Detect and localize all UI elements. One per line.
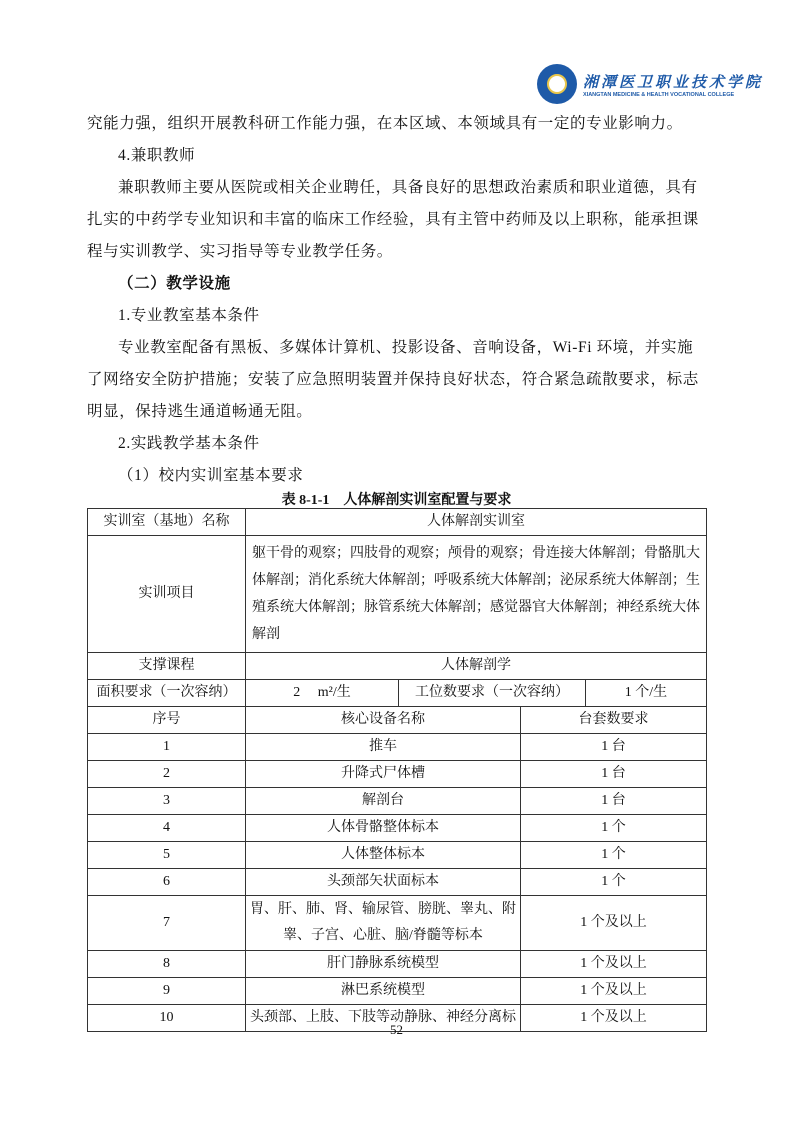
equipment-name: 解剖台 [246,788,521,815]
college-logo [537,64,763,104]
paragraph-line: 扎实的中药学专业知识和丰富的临床工作经验，具有主管中药师及以上职称，能承担课 [87,211,699,228]
table-row [88,761,707,788]
row-number: 4 [88,815,246,842]
table-row [88,536,707,653]
table-caption: 表 8-1-1 人体解剖实训室配置与要求 [281,493,512,508]
lab-config-table [87,508,707,1032]
row-number: 1 [88,734,246,761]
col-header-no: 序号 [88,707,246,734]
table-row [88,815,707,842]
paragraph-line: 究能力强，组织开展教科研工作能力强，在本区域、本领域具有一定的专业影响力。 [87,115,683,132]
subheading: （1）校内实训室基本要求 [118,467,304,484]
table-row [88,951,707,978]
quantity: 1 台 [521,788,707,815]
quantity: 1 个及以上 [521,896,707,951]
row-number: 9 [88,978,246,1005]
logo-name-cn: 湘潭医卫职业技术学院 [583,74,764,91]
row-number: 10 [88,1005,246,1032]
table-row [88,842,707,869]
quantity: 1 台 [521,734,707,761]
lab-name-label: 实训室（基地）名称 [88,509,246,536]
col-header-equipment: 核心设备名称 [246,707,521,734]
area-label: 面积要求（一次容纳） [88,680,246,707]
table-row [88,978,707,1005]
quantity: 1 个 [521,842,707,869]
table-row [88,734,707,761]
course-label: 支撑课程 [88,653,246,680]
section-heading: （二）教学设施 [118,275,231,292]
table-row [88,788,707,815]
paragraph-line: 明显，保持逃生通道畅通无阻。 [87,403,313,420]
equipment-name: 头颈部、上肢、下肢等动静脉、神经分离标 [246,1005,521,1032]
logo-name-en: XIANGTAN MEDICINE & HEALTH VOCATIONAL COLLEGE [583,91,735,98]
course-value: 人体解剖学 [246,653,707,680]
training-items-label: 实训项目 [88,536,246,653]
college-seal-icon [537,64,577,104]
subheading: 1.专业教室基本条件 [118,307,260,324]
equipment-name: 头颈部矢状面标本 [246,869,521,896]
equipment-name: 胃、肝、肺、肾、输尿管、膀胱、睾丸、附睾、子宫、心脏、脑/脊髓等标本 [246,896,521,951]
lab-name-value: 人体解剖实训室 [246,509,707,536]
station-value: 1 个/生 [586,680,707,707]
quantity: 1 台 [521,761,707,788]
table-row [88,869,707,896]
equipment-name: 淋巴系统模型 [246,978,521,1005]
area-value: 2 m²/生 [246,680,399,707]
paragraph-line: 兼职教师主要从医院或相关企业聘任，具备良好的思想政治素质和职业道德，具有 [118,179,698,196]
equipment-name: 推车 [246,734,521,761]
table-row [88,509,707,536]
equipment-name: 升降式尸体槽 [246,761,521,788]
subheading: 4.兼职教师 [118,147,196,164]
col-header-quantity: 台套数要求 [521,707,707,734]
quantity: 1 个 [521,815,707,842]
table-row [88,896,707,951]
row-number: 5 [88,842,246,869]
station-label: 工位数要求（一次容纳） [399,680,586,707]
row-number: 8 [88,951,246,978]
equipment-name: 肝门静脉系统模型 [246,951,521,978]
table-row [88,680,707,707]
paragraph-line: 了网络安全防护措施；安装了应急照明装置并保持良好状态，符合紧急疏散要求，标志 [87,371,699,388]
row-number: 7 [88,896,246,951]
quantity: 1 个及以上 [521,978,707,1005]
row-number: 3 [88,788,246,815]
paragraph-line: 程与实训教学、实习指导等专业教学任务。 [87,243,393,260]
equipment-name: 人体骨骼整体标本 [246,815,521,842]
subheading: 2.实践教学基本条件 [118,435,260,452]
equipment-name: 人体整体标本 [246,842,521,869]
quantity: 1 个及以上 [521,951,707,978]
table-header-row [88,707,707,734]
training-items-value: 躯干骨的观察；四肢骨的观察；颅骨的观察；骨连接大体解剖；骨骼肌大体解剖；消化系统大体解剖；呼吸系统大体解剖；泌尿系统大体解剖；生殖系统大体解剖；脉管系统大体解剖；感觉器官大体解剖；神经系统大体解剖 [246,536,707,653]
row-number: 2 [88,761,246,788]
paragraph-line: 专业教室配备有黑板、多媒体计算机、投影设备、音响设备，Wi-Fi 环境，并实施 [118,339,694,356]
row-number: 6 [88,869,246,896]
page-number: 52 [390,1022,403,1037]
quantity: 1 个及以上 [521,1005,707,1032]
quantity: 1 个 [521,869,707,896]
table-row [88,653,707,680]
